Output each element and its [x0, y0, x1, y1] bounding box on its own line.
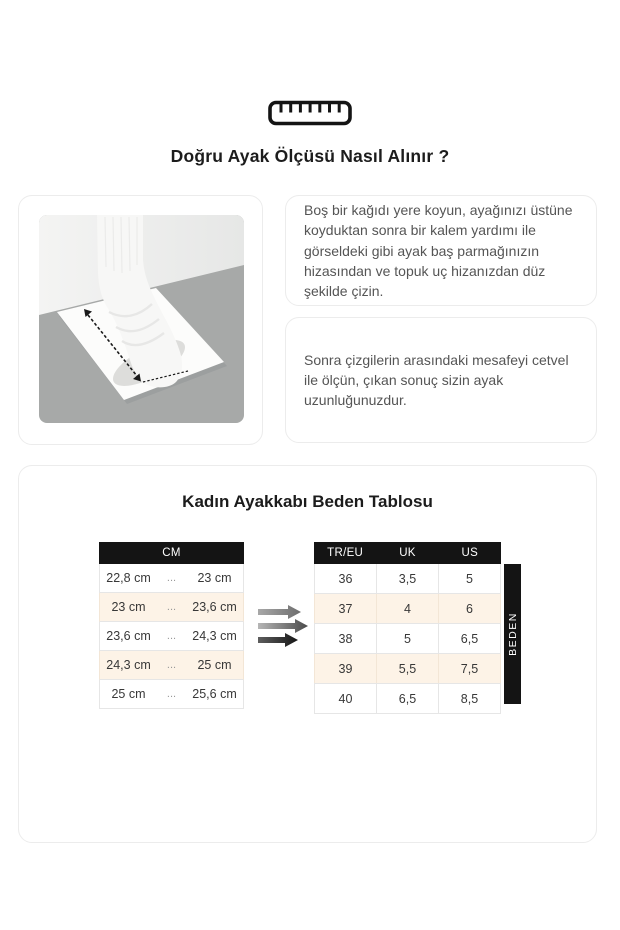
beden-label-text: BEDEN [506, 612, 519, 656]
instruction-step-1-text: Boş bir kağıdı yere koyun, ayağınızı üstüne koyduktan sonra bir kalem yardımı ile görseldeki gibi ayak baş parmağınızın hizasından ve topuk uç hizanızdan düz şekilde çizin. [304, 202, 573, 299]
size-table-row [314, 654, 501, 684]
range-separator: ... [166, 601, 177, 613]
size-table-row [314, 684, 501, 714]
cm-max-value: 25 cm [197, 658, 232, 672]
cm-max-value: 24,3 cm [192, 629, 237, 643]
cm-max-value: 23,6 cm [192, 600, 237, 614]
cm-table-row [99, 651, 244, 680]
size-table-row [314, 594, 501, 624]
international-size-table [314, 542, 501, 714]
us-value: 7,5 [439, 654, 501, 683]
header-tr-eu: TR/EU [327, 547, 364, 559]
tr-eu-value: 37 [314, 594, 377, 623]
us-value: 8,5 [439, 684, 501, 713]
cm-table-rows [99, 564, 244, 709]
cm-table-row [99, 593, 244, 622]
cm-table-row [99, 680, 244, 709]
us-value: 6,5 [439, 624, 501, 653]
uk-value: 5 [377, 624, 439, 653]
uk-value: 6,5 [377, 684, 439, 713]
uk-value: 4 [377, 594, 439, 623]
cm-min-value: 22,8 cm [106, 571, 151, 585]
instruction-step-1 [285, 195, 597, 306]
size-table-header-row [314, 542, 501, 564]
size-table-rows [314, 564, 501, 714]
header-us: US [461, 547, 479, 559]
cm-table-row [99, 564, 244, 593]
us-value: 6 [439, 594, 501, 623]
tr-eu-value: 39 [314, 654, 377, 683]
tr-eu-value: 40 [314, 684, 377, 713]
uk-value: 3,5 [377, 564, 439, 593]
cm-table [99, 542, 244, 709]
size-table-title: Kadın Ayakkabı Beden Tablosu [182, 492, 433, 511]
cm-header-label: CM [162, 547, 181, 559]
header-uk: UK [399, 547, 416, 559]
size-table-card [18, 465, 597, 843]
us-value: 5 [439, 564, 501, 593]
size-table-row [314, 624, 501, 654]
ruler-icon [0, 100, 620, 126]
cm-min-value: 23 cm [111, 600, 146, 614]
range-separator: ... [166, 688, 177, 700]
cm-max-value: 23 cm [197, 571, 232, 585]
foot-measurement-photo [39, 215, 244, 423]
range-separator: ... [166, 659, 177, 671]
cm-max-value: 25,6 cm [192, 687, 237, 701]
range-separator: ... [166, 630, 177, 642]
tr-eu-value: 38 [314, 624, 377, 653]
transfer-arrows-icon [256, 603, 308, 649]
uk-value: 5,5 [377, 654, 439, 683]
measurement-photo-card [18, 195, 263, 445]
instruction-step-2 [285, 317, 597, 443]
size-table-row [314, 564, 501, 594]
cm-min-value: 23,6 cm [106, 629, 151, 643]
cm-table-row [99, 622, 244, 651]
tr-eu-value: 36 [314, 564, 377, 593]
beden-side-label [504, 564, 521, 704]
cm-table-header [99, 542, 244, 564]
range-separator: ... [166, 572, 177, 584]
page-title: Doğru Ayak Ölçüsü Nasıl Alınır ? [170, 146, 450, 166]
cm-min-value: 25 cm [111, 687, 146, 701]
instruction-step-2-text: Sonra çizgilerin arasındaki mesafeyi cetvel ile ölçün, çıkan sonuç sizin ayak uzunluğunuzdur. [304, 351, 569, 408]
cm-min-value: 24,3 cm [106, 658, 151, 672]
